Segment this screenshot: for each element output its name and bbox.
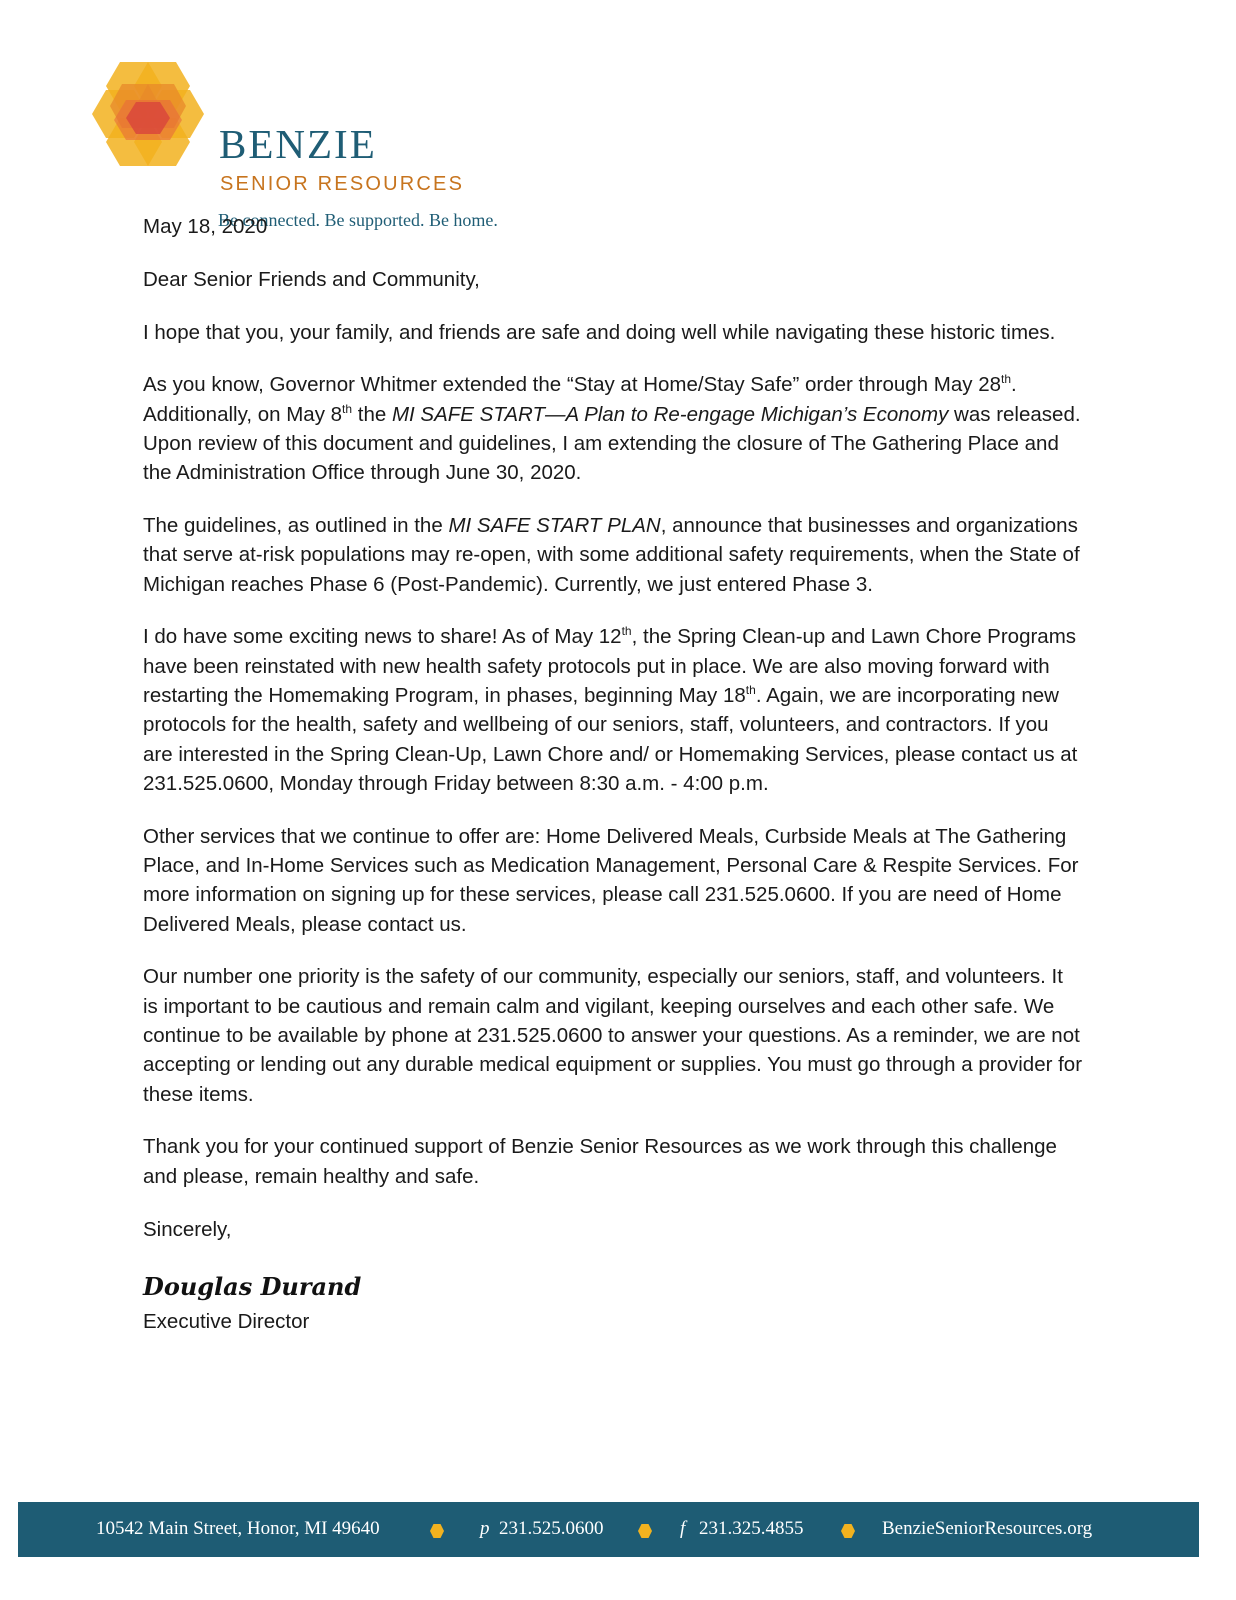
paragraph-5: Other services that we continue to offer are: Home Delivered Meals, Curbside Meals at The Gathering Place, and In-Home Services such as Medication Management, Personal Care & Respite Services. For more information on signing up for these services, please call 231.525.0600. If you are need of Home Delivered Meals, please contact us. [143,824,1079,936]
letter-body [143,212,1083,1360]
hexagon-bullet-icon [638,1524,652,1538]
footer-address: 10542 Main Street, Honor, MI 49640 [96,1518,380,1539]
signer-title: Executive Director [143,1310,310,1334]
footer-phone[interactable]: 231.525.0600 [499,1518,604,1539]
paragraph-6: Our number one priority is the safety of our community, especially our seniors, staff, and volunteers. It is important to be cautious and remain calm and vigilant, keeping ourselves and each other safe. We continue to be available by phone at 231.525.0600 to answer your questions. As a reminder, we are not accepting or lending out any durable medical equipment or supplies. You must go through a provider for these items. [143,965,1083,1106]
letter-salutation: Dear Senior Friends and Community, [143,267,480,291]
brand-subtitle: SENIOR RESOURCES [220,173,465,195]
footer-website[interactable]: BenzieSeniorResources.org [882,1518,1093,1539]
paragraph-3: The guidelines, as outlined in the MI SAFE START PLAN, announce that businesses and organizations that serve at-risk populations may re-open, with some additional safety requirements, when the State of Michigan reaches Phase 6 (Post-Pandemic). Currently, we just entered Phase 3. [143,514,1080,596]
fax-prefix: f [680,1518,686,1539]
hexagon-bullet-icon [841,1524,855,1538]
letter-date: May 18, 2020 [143,215,268,238]
paragraph-4: I do have some exciting news to share! As of May 12th, the Spring Clean-up and Lawn Chore Programs have been reinstated with new health safety protocols put in place. We are also moving forward with restarting the Homemaking Program, in phases, beginning May 18th. Again, we are incorporating new protocols for the health, safety and wellbeing of our seniors, staff, volunteers, and contractors. If you are interested in the Spring Clean-Up, Lawn Chore and/ or Homemaking Services, please contact us at 231.525.0600, Monday through Friday between 8:30 a.m. - 4:00 p.m. [143,624,1078,795]
brand-tagline: Be connected. Be supported. Be home. [218,210,498,230]
paragraph-1: I hope that you, your family, and friends are safe and doing well while navigating these historic times. [143,320,1056,344]
phone-prefix: p [480,1518,490,1539]
footer-bar [18,1502,1199,1557]
footer-fax: 231.325.4855 [699,1518,804,1539]
brand-name: BENZIE [219,121,377,167]
paragraph-2: As you know, Governor Whitmer extended the “Stay at Home/Stay Safe” order through May 28th. Additionally, on May 8th the MI SAFE START—A Plan to Re-engage Michigan’s Economy was released. Upon review of this document and guidelines, I am extending the closure of The Gathering Place and the Administration Office through June 30, 2020. [143,372,1081,485]
letter-closing: Sincerely, [143,1217,232,1241]
honeycomb-logo-icon [92,62,204,166]
paragraph-7: Thank you for your continued support of Benzie Senior Resources as we work through this challenge and please, remain healthy and safe. [143,1135,1057,1188]
hexagon-bullet-icon [430,1524,444,1538]
signature: Douglas Durand [143,1272,362,1302]
